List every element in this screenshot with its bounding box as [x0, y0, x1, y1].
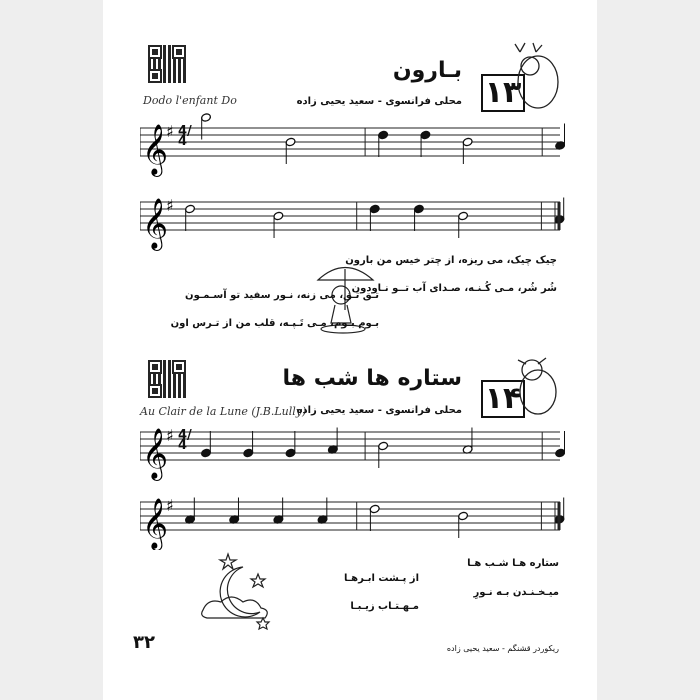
original-title: Dodo l'enfant Do: [143, 94, 237, 107]
time-signature: 4/4: [178, 428, 192, 453]
qr-code-song-13: [148, 45, 186, 83]
song-subtitle: محلی فرانسوی - سعید یحیی زاده: [296, 405, 462, 416]
quarter-note: [369, 204, 380, 213]
quarter-note: [201, 448, 212, 457]
time-signature: 4/4: [178, 124, 192, 149]
half-note: [378, 441, 389, 450]
half-note: [285, 137, 296, 146]
song-number: ۱۴: [481, 380, 525, 418]
quarter-note: [555, 448, 565, 457]
key-signature-sharp: ♯: [166, 196, 174, 215]
song-subtitle: محلی فرانسوی - سعید یحیی زاده: [296, 96, 462, 107]
book-page: [103, 0, 597, 700]
quarter-note: [285, 448, 296, 457]
lyric-line: از پـشت ابـرهـا: [343, 573, 419, 584]
song-title: بـارون: [392, 58, 462, 83]
key-signature-sharp: ♯: [166, 122, 174, 141]
half-note: [201, 113, 212, 122]
lyric-line: مـهـتـاب زیـبـا: [350, 601, 419, 612]
half-note: [458, 211, 469, 220]
half-note: [273, 211, 284, 220]
cartoon-animal-illustration: [508, 350, 563, 415]
music-staves-song-13: [140, 112, 565, 252]
lyric-line: بـوم بـوم، مـی تَـپـه، قلب من از تـرس اون: [170, 318, 379, 329]
treble-clef-icon: 𝄞: [142, 198, 169, 249]
lyric-line: تـق تـق، می زنه، نـور سفید تو آسـمـون: [185, 290, 379, 301]
qr-code-song-14: [148, 360, 186, 398]
music-staves-song-14: [140, 420, 565, 550]
treble-clef-icon: 𝄞: [142, 428, 169, 479]
quarter-note: [378, 130, 389, 139]
page-number: ۳۲: [133, 632, 155, 653]
key-signature-sharp: ♯: [166, 496, 174, 515]
quarter-note: [420, 130, 431, 139]
key-signature-sharp: ♯: [166, 426, 174, 445]
song-number: ۱۳: [481, 74, 525, 112]
half-note: [462, 137, 473, 146]
half-note: [458, 511, 469, 520]
moon-and-stars-illustration: [198, 552, 288, 632]
treble-clef-icon: 𝄞: [142, 124, 169, 175]
moose-illustration: [508, 40, 563, 110]
original-title: Au Clair de la Lune (J.B.Lully): [140, 405, 307, 418]
half-note: [369, 504, 380, 513]
lyric-line: ستاره هـا شـب هـا: [467, 558, 559, 569]
quarter-note: [413, 204, 424, 213]
half-note: [185, 204, 196, 213]
lyric-line: میـخـنـدن بـه نـورِ: [473, 587, 559, 598]
lyric-line: چیک چیک، می ریزه، از چتر خیس من بارون: [345, 255, 557, 266]
quarter-note: [243, 448, 254, 457]
treble-clef-icon: 𝄞: [142, 498, 169, 549]
book-footer: ریکوردر قشنگم - سعید یحیی زاده: [446, 644, 559, 653]
lyric-line: شُر شُر، مـی کُـنـه، صـدای آب تــو نـاودون: [351, 283, 557, 294]
song-title: ستاره ها شب ها: [282, 366, 462, 391]
